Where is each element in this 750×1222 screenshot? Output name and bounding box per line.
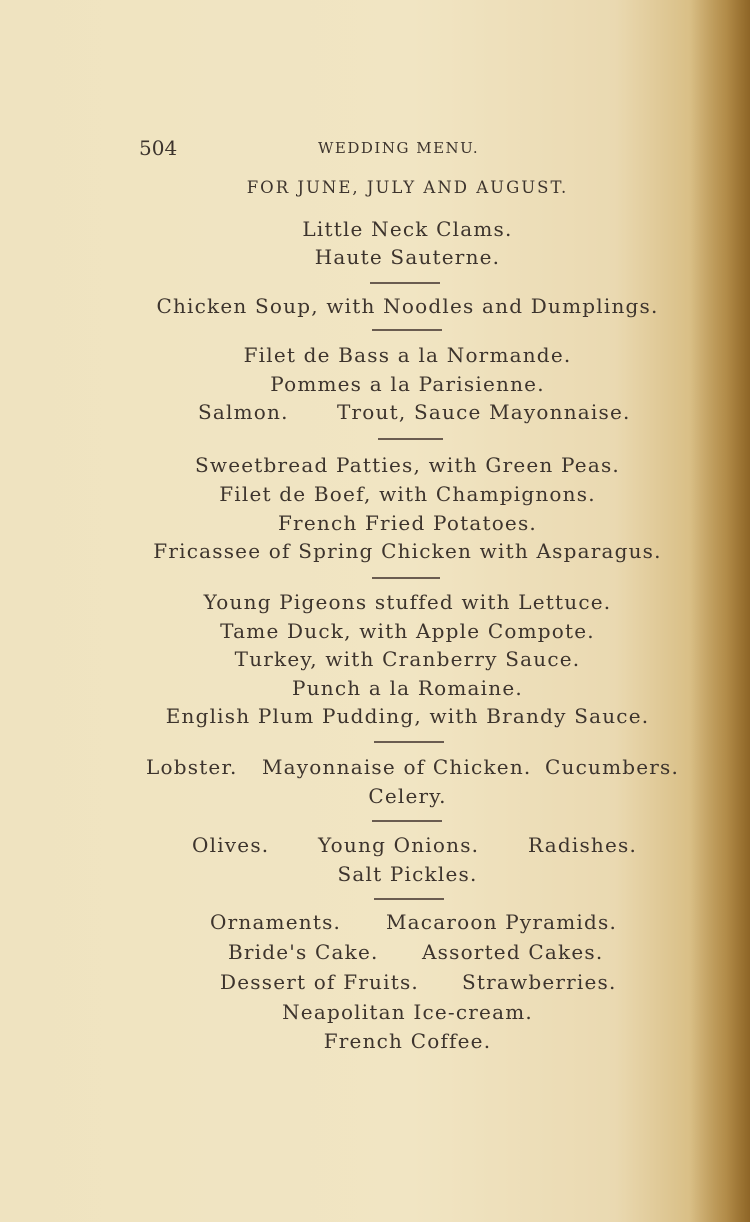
menu-item: Dessert of Fruits. bbox=[220, 970, 419, 994]
menu-item: English Plum Pudding, with Brandy Sauce. bbox=[165, 704, 650, 728]
menu-item: Cucumbers. bbox=[545, 755, 680, 779]
menu-item: Sweetbread Patties, with Green Peas. bbox=[195, 453, 620, 477]
menu-item: Young Pigeons stuffed with Lettuce. bbox=[203, 590, 612, 614]
course-divider bbox=[372, 329, 442, 331]
menu-item: Salt Pickles. bbox=[337, 862, 478, 886]
menu-item: Fricassee of Spring Chicken with Asparagus. bbox=[153, 539, 662, 563]
menu-item: Turkey, with Cranberry Sauce. bbox=[234, 647, 581, 671]
menu-item: Haute Sauterne. bbox=[314, 245, 501, 269]
page-number: 504 bbox=[139, 136, 178, 160]
course-divider bbox=[372, 820, 442, 822]
menu-item: Filet de Boef, with Champignons. bbox=[219, 482, 596, 506]
menu-item: Celery. bbox=[368, 784, 447, 808]
course-divider bbox=[370, 282, 440, 284]
menu-item: Strawberries. bbox=[462, 970, 617, 994]
menu-item: Olives. bbox=[192, 833, 270, 857]
menu-row bbox=[0, 910, 750, 938]
menu-row bbox=[0, 940, 750, 968]
menu-item: Mayonnaise of Chicken. bbox=[262, 755, 532, 779]
course-divider bbox=[374, 898, 444, 900]
menu-item: Pommes a la Parisienne. bbox=[270, 372, 545, 396]
running-title: WEDDING MENU. bbox=[318, 139, 480, 157]
menu-item: Neapolitan Ice-cream. bbox=[282, 1000, 533, 1024]
menu-item: Bride's Cake. bbox=[228, 940, 379, 964]
menu-item: Punch a la Romaine. bbox=[292, 676, 523, 700]
course-divider bbox=[378, 438, 443, 440]
menu-item: Little Neck Clams. bbox=[302, 217, 513, 241]
page-header bbox=[0, 136, 750, 160]
menu-item: Young Onions. bbox=[318, 833, 480, 857]
menu-row bbox=[0, 755, 750, 783]
menu-item: Ornaments. bbox=[210, 910, 342, 934]
menu-row bbox=[0, 833, 750, 861]
menu-item: Radishes. bbox=[528, 833, 638, 857]
menu-item: Chicken Soup, with Noodles and Dumplings. bbox=[156, 294, 659, 318]
menu-item: Macaroon Pyramids. bbox=[386, 910, 618, 934]
menu-item: French Coffee. bbox=[323, 1029, 492, 1053]
course-divider bbox=[374, 741, 444, 743]
menu-item: Lobster. bbox=[146, 755, 238, 779]
menu-item: Salmon. bbox=[198, 400, 289, 424]
menu-row bbox=[0, 970, 750, 998]
menu-item: Assorted Cakes. bbox=[422, 940, 604, 964]
menu-item: Filet de Bass a la Normande. bbox=[243, 343, 572, 367]
course-divider bbox=[372, 577, 440, 579]
menu-item: Tame Duck, with Apple Compote. bbox=[220, 619, 595, 643]
menu-item: Trout, Sauce Mayonnaise. bbox=[337, 400, 631, 424]
menu-title: FOR JUNE, JULY AND AUGUST. bbox=[246, 178, 569, 197]
menu-item: French Fried Potatoes. bbox=[277, 511, 537, 535]
menu-row bbox=[0, 400, 750, 428]
